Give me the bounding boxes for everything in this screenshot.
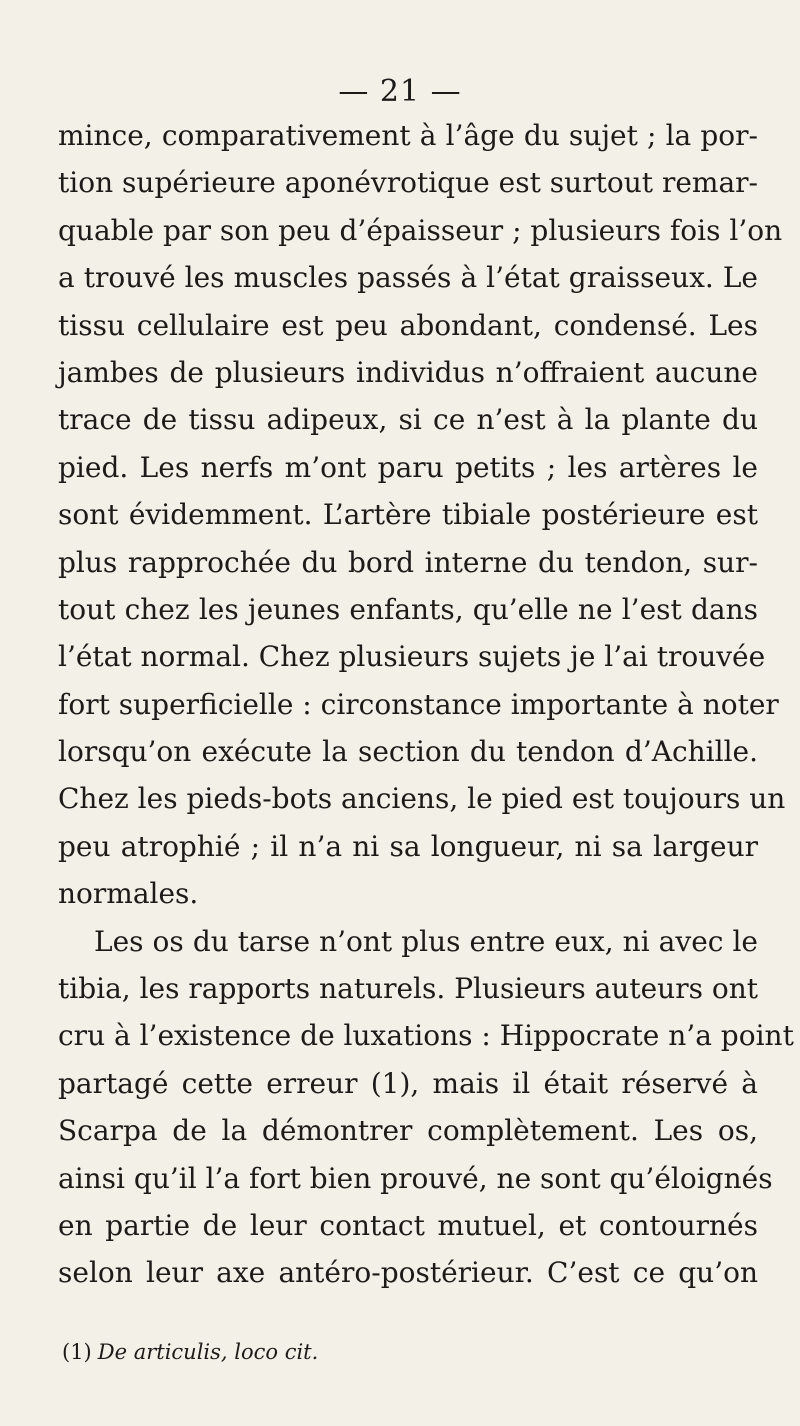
text-line: Scarpa de la démontrer complètement. Les os, [58,1114,758,1148]
text-line: sont évidemment. L’artère tibiale postérieure est [58,498,758,532]
footnote-text: De articulis, loco cit. [97,1340,319,1364]
text-line: jambes de plusieurs individus n’offraient aucune [58,355,758,389]
page-number: — 21 — [338,74,462,109]
text-line: tissu cellulaire est peu abondant, condensé. Les [58,308,758,342]
text-line: partagé cette erreur (1), mais il était réservé à [58,1066,758,1100]
text-line: l’état normal. Chez plusieurs sujets je l’ai trouvée [58,640,766,674]
paragraph-start-line: Les os du tarse n’ont plus entre eux, ni avec le [94,924,758,958]
text-line: selon leur axe antéro-postérieur. C’est ce qu’on [58,1256,758,1290]
text-line: tion supérieure aponévrotique est surtout remar- [58,166,758,200]
text-line: pied. Les nerfs m’ont paru petits ; les artères le [58,450,758,484]
footnote [62,1340,318,1364]
text-line: tibia, les rapports naturels. Plusieurs auteurs ont [58,972,758,1006]
text-line: Chez les pieds-bots anciens, le pied est toujours un [58,782,786,816]
body-text [58,112,794,1297]
text-line: plus rapprochée du bord interne du tendon, sur- [58,545,758,579]
text-line: tout chez les jeunes enfants, qu’elle ne l’est dans [58,592,758,626]
text-line: lorsqu’on exécute la section du tendon d’Achille. [58,735,758,769]
text-line: cru à l’existence de luxations : Hippocrate n’a point [58,1019,794,1053]
paragraph-end-line: normales. [58,877,199,911]
text-line: ainsi qu’il l’a fort bien prouvé, ne sont qu’éloignés [58,1161,773,1195]
text-line: trace de tissu adipeux, si ce n’est à la plante du [58,403,758,437]
text-line: peu atrophié ; il n’a ni sa longueur, ni sa largeur [58,829,758,863]
text-line: a trouvé les muscles passés à l’état graisseux. Le [58,261,758,295]
text-line: quable par son peu d’épaisseur ; plusieurs fois l’on [58,213,783,247]
text-line: mince, comparativement à l’âge du sujet ; la por- [58,119,758,152]
text-line: fort superficielle : circonstance importante à noter [58,687,779,721]
footnote-mark: (1) [62,1340,92,1364]
text-line: en partie de leur contact mutuel, et contournés [58,1208,758,1242]
